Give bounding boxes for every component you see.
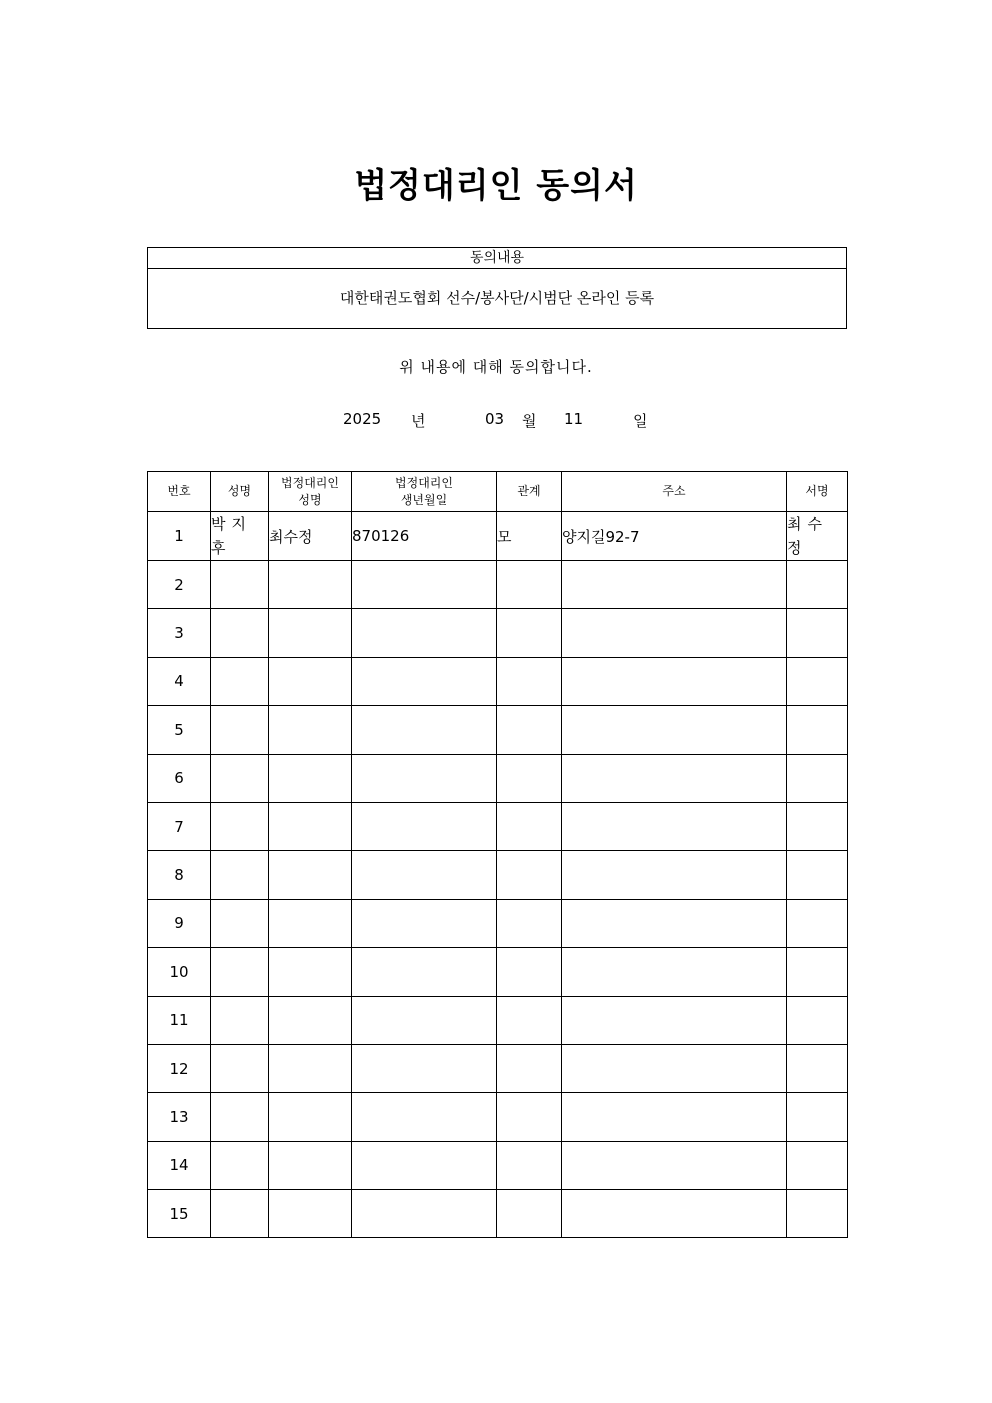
cell-address[interactable] bbox=[562, 899, 787, 947]
date-year-unit: 년 bbox=[411, 412, 426, 430]
cell-guardian-birth[interactable] bbox=[352, 657, 497, 705]
cell-name[interactable] bbox=[211, 657, 269, 705]
cell-guardian-birth[interactable] bbox=[352, 1190, 497, 1238]
table-row bbox=[148, 657, 848, 705]
cell-no[interactable]: 12 bbox=[148, 1044, 211, 1092]
cell-no[interactable]: 1 bbox=[148, 512, 211, 561]
cell-signature[interactable] bbox=[787, 1190, 848, 1238]
cell-guardian-name[interactable] bbox=[269, 899, 352, 947]
cell-relation[interactable] bbox=[497, 609, 562, 657]
cell-guardian-birth[interactable] bbox=[352, 561, 497, 609]
cell-guardian-name[interactable] bbox=[269, 996, 352, 1044]
cell-relation[interactable] bbox=[497, 948, 562, 996]
cell-guardian-birth[interactable] bbox=[352, 706, 497, 754]
cell-relation[interactable] bbox=[497, 1190, 562, 1238]
cell-no[interactable]: 6 bbox=[148, 754, 211, 802]
cell-guardian-birth[interactable] bbox=[352, 996, 497, 1044]
cell-guardian-birth[interactable] bbox=[352, 1141, 497, 1189]
table-row bbox=[148, 851, 848, 899]
cell-guardian-name[interactable] bbox=[269, 609, 352, 657]
table-row bbox=[148, 1190, 848, 1238]
header-relation: 관계 bbox=[497, 472, 562, 512]
header-guardian-name: 법정대리인 성명 bbox=[269, 472, 352, 512]
table-header-row bbox=[148, 472, 848, 512]
cell-address[interactable] bbox=[562, 1044, 787, 1092]
table-row bbox=[148, 1093, 848, 1141]
cell-guardian-birth[interactable] bbox=[352, 948, 497, 996]
table-row bbox=[148, 996, 848, 1044]
cell-guardian-name[interactable] bbox=[269, 657, 352, 705]
table-row bbox=[148, 609, 848, 657]
cell-signature[interactable] bbox=[787, 657, 848, 705]
cell-guardian-birth[interactable] bbox=[352, 1044, 497, 1092]
cell-no[interactable]: 13 bbox=[148, 1093, 211, 1141]
cell-address[interactable] bbox=[562, 1093, 787, 1141]
table-row bbox=[148, 512, 848, 561]
cell-no[interactable]: 11 bbox=[148, 996, 211, 1044]
cell-no[interactable]: 5 bbox=[148, 706, 211, 754]
table-row bbox=[148, 754, 848, 802]
cell-relation[interactable] bbox=[497, 899, 562, 947]
cell-signature[interactable] bbox=[787, 754, 848, 802]
table-row bbox=[148, 706, 848, 754]
cell-signature[interactable] bbox=[787, 899, 848, 947]
cell-guardian-name[interactable] bbox=[269, 754, 352, 802]
cell-name[interactable] bbox=[211, 1044, 269, 1092]
cell-name[interactable]: 박지후 bbox=[211, 512, 269, 561]
cell-no[interactable]: 3 bbox=[148, 609, 211, 657]
cell-guardian-birth[interactable] bbox=[352, 802, 497, 850]
cell-signature[interactable] bbox=[787, 802, 848, 850]
cell-no[interactable]: 4 bbox=[148, 657, 211, 705]
cell-guardian-birth[interactable] bbox=[352, 754, 497, 802]
cell-name[interactable] bbox=[211, 1093, 269, 1141]
cell-address[interactable] bbox=[562, 657, 787, 705]
date-month-unit: 월 bbox=[522, 412, 537, 430]
document-title: 법정대리인 동의서 bbox=[354, 166, 638, 206]
cell-address[interactable] bbox=[562, 609, 787, 657]
cell-address[interactable] bbox=[562, 1190, 787, 1238]
agreement-statement: 위 내용에 대해 동의합니다. bbox=[399, 358, 593, 376]
cell-relation[interactable] bbox=[497, 1141, 562, 1189]
cell-signature[interactable] bbox=[787, 706, 848, 754]
cell-relation[interactable] bbox=[497, 1093, 562, 1141]
cell-guardian-name[interactable] bbox=[269, 802, 352, 850]
cell-no[interactable]: 14 bbox=[148, 1141, 211, 1189]
cell-signature[interactable] bbox=[787, 1093, 848, 1141]
table-row bbox=[148, 948, 848, 996]
consent-content-box bbox=[147, 247, 847, 329]
header-guardian-birth: 법정대리인 생년월일 bbox=[352, 472, 497, 512]
cell-signature[interactable] bbox=[787, 996, 848, 1044]
cell-signature[interactable] bbox=[787, 609, 848, 657]
cell-address[interactable] bbox=[562, 754, 787, 802]
cell-guardian-name[interactable] bbox=[269, 1093, 352, 1141]
cell-signature[interactable]: 최수정 bbox=[787, 512, 848, 561]
cell-address[interactable] bbox=[562, 706, 787, 754]
header-no: 번호 bbox=[148, 472, 211, 512]
cell-name[interactable] bbox=[211, 851, 269, 899]
cell-relation[interactable] bbox=[497, 561, 562, 609]
table-row bbox=[148, 1044, 848, 1092]
cell-name[interactable] bbox=[211, 899, 269, 947]
cell-guardian-birth[interactable]: 870126 bbox=[352, 512, 497, 561]
cell-guardian-name[interactable] bbox=[269, 706, 352, 754]
date-month: 03 bbox=[485, 410, 505, 428]
cell-guardian-birth[interactable] bbox=[352, 1093, 497, 1141]
cell-address[interactable] bbox=[562, 851, 787, 899]
cell-signature[interactable] bbox=[787, 561, 848, 609]
cell-name[interactable] bbox=[211, 609, 269, 657]
cell-signature[interactable] bbox=[787, 948, 848, 996]
cell-relation[interactable] bbox=[497, 802, 562, 850]
cell-name[interactable] bbox=[211, 1141, 269, 1189]
cell-name[interactable] bbox=[211, 561, 269, 609]
cell-guardian-name[interactable]: 최수정 bbox=[269, 512, 352, 561]
cell-address[interactable]: 양지길92-7 bbox=[562, 512, 787, 561]
cell-guardian-name[interactable] bbox=[269, 948, 352, 996]
cell-no[interactable]: 9 bbox=[148, 899, 211, 947]
cell-relation[interactable] bbox=[497, 706, 562, 754]
cell-name[interactable] bbox=[211, 706, 269, 754]
cell-no[interactable]: 15 bbox=[148, 1190, 211, 1238]
cell-guardian-name[interactable] bbox=[269, 1141, 352, 1189]
cell-address[interactable] bbox=[562, 996, 787, 1044]
cell-guardian-birth[interactable] bbox=[352, 609, 497, 657]
cell-no[interactable]: 8 bbox=[148, 851, 211, 899]
table-row bbox=[148, 802, 848, 850]
table-row bbox=[148, 899, 848, 947]
cell-guardian-name[interactable] bbox=[269, 1190, 352, 1238]
date-day-unit: 일 bbox=[633, 412, 648, 430]
consent-content-body: 대한태권도협회 선수/봉사단/시범단 온라인 등록 bbox=[339, 289, 655, 307]
cell-name[interactable] bbox=[211, 1190, 269, 1238]
consent-content-header: 동의내용 bbox=[148, 248, 846, 269]
guardian-table bbox=[147, 471, 848, 1238]
cell-name[interactable] bbox=[211, 996, 269, 1044]
cell-no[interactable]: 7 bbox=[148, 802, 211, 850]
header-address: 주소 bbox=[562, 472, 787, 512]
cell-name[interactable] bbox=[211, 802, 269, 850]
cell-relation[interactable] bbox=[497, 1044, 562, 1092]
cell-relation[interactable] bbox=[497, 754, 562, 802]
cell-name[interactable] bbox=[211, 948, 269, 996]
cell-name[interactable] bbox=[211, 754, 269, 802]
cell-guardian-name[interactable] bbox=[269, 1044, 352, 1092]
cell-guardian-birth[interactable] bbox=[352, 851, 497, 899]
header-name: 성명 bbox=[211, 472, 269, 512]
cell-guardian-name[interactable] bbox=[269, 561, 352, 609]
cell-relation[interactable] bbox=[497, 996, 562, 1044]
cell-address[interactable] bbox=[562, 948, 787, 996]
header-signature: 서명 bbox=[787, 472, 848, 512]
date-year: 2025 bbox=[343, 410, 382, 428]
cell-signature[interactable] bbox=[787, 1044, 848, 1092]
cell-address[interactable] bbox=[562, 802, 787, 850]
cell-signature[interactable] bbox=[787, 851, 848, 899]
table-row bbox=[148, 1141, 848, 1189]
cell-signature[interactable] bbox=[787, 1141, 848, 1189]
cell-relation[interactable]: 모 bbox=[497, 512, 562, 561]
table-row bbox=[148, 561, 848, 609]
cell-guardian-birth[interactable] bbox=[352, 899, 497, 947]
cell-no[interactable]: 10 bbox=[148, 948, 211, 996]
cell-guardian-name[interactable] bbox=[269, 851, 352, 899]
cell-relation[interactable] bbox=[497, 657, 562, 705]
date-day: 11 bbox=[564, 410, 584, 428]
cell-address[interactable] bbox=[562, 1141, 787, 1189]
cell-address[interactable] bbox=[562, 561, 787, 609]
cell-no[interactable]: 2 bbox=[148, 561, 211, 609]
cell-relation[interactable] bbox=[497, 851, 562, 899]
